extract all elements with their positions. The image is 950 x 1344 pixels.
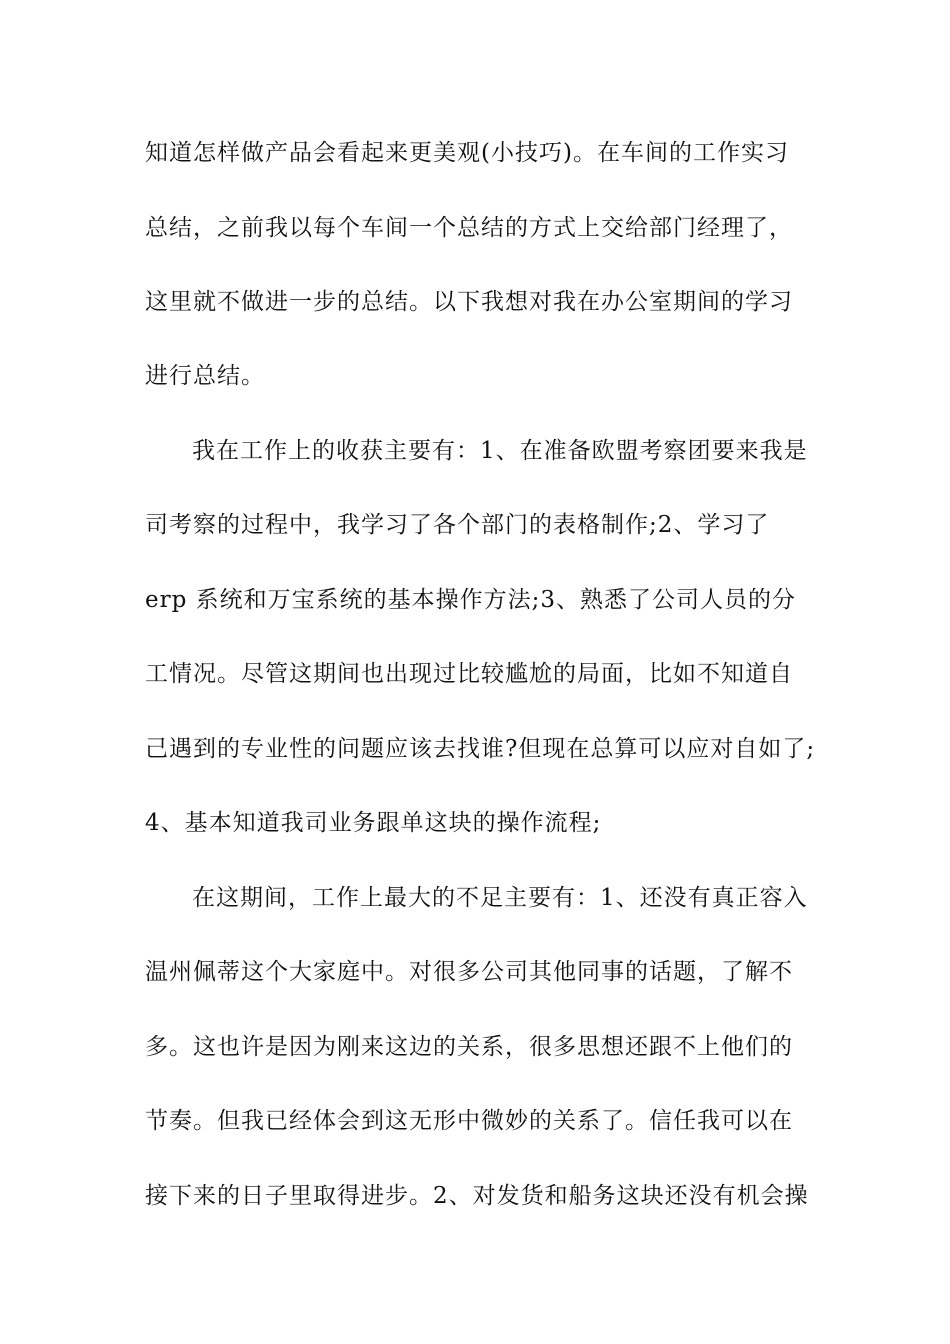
text-line: 温州佩蒂这个大家庭中。对很多公司其他同事的话题，了解不 [145,959,793,985]
text-line: 接下来的日子里取得进步。2、对发货和船务这块还没有机会操 [145,1183,809,1209]
text-line: 节奏。但我已经体会到这无形中微妙的关系了。信任我可以在 [145,1108,793,1134]
text-line: 知道怎样做产品会看起来更美观(小技巧)。在车间的工作实习 [145,140,789,166]
text-line: 在这期间，工作上最大的不足主要有：1、还没有真正容入 [192,885,808,911]
text-line: 己遇到的专业性的问题应该去找谁?但现在总算可以应对自如了; [145,736,816,762]
text-line: 多。这也许是因为刚来这边的关系，很多思想还跟不上他们的 [145,1034,793,1060]
text-line: 4、基本知道我司业务跟单这块的操作流程; [145,810,602,836]
text-line: erp 系统和万宝系统的基本操作方法;3、熟悉了公司人员的分 [145,587,797,613]
text-line: 司考察的过程中，我学习了各个部门的表格制作;2、学习了 [145,512,770,538]
text-line: 工情况。尽管这期间也出现过比较尴尬的局面，比如不知道自 [145,661,793,687]
text-line: 总结，之前我以每个车间一个总结的方式上交给部门经理了， [145,215,793,241]
text-line: 进行总结。 [145,363,265,389]
text-line: 这里就不做进一步的总结。以下我想对我在办公室期间的学习 [145,289,793,315]
text-line: 我在工作上的收获主要有：1、在准备欧盟考察团要来我是 [192,438,808,464]
